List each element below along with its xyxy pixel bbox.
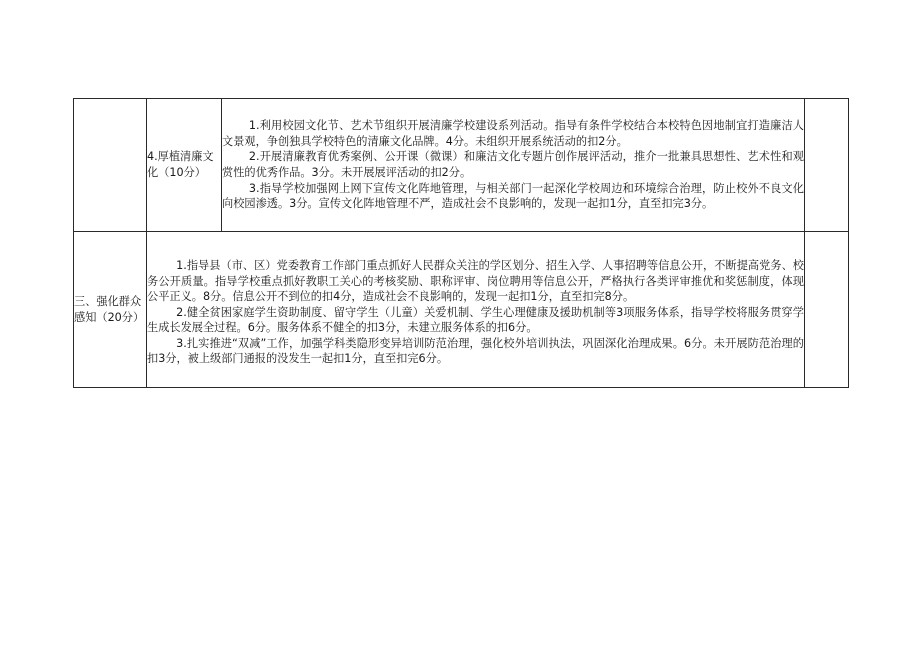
- evaluation-criteria-table: [73, 98, 849, 388]
- criteria-item: 2.开展清廉教育优秀案例、公开课（微课）和廉洁文化专题片创作展评活动，推介一批兼具思想性、艺术性和观赏性的优秀作品。3分。未开展展评活动的扣2分。: [222, 150, 804, 179]
- criteria-item: 1.利用校园文化节、艺术节组织开展清廉学校建设系列活动。指导有条件学校结合本校特色因地制宜打造廉洁人文景观，争创独具学校特色的清廉文化品牌。4分。未组织开展系统活动的扣2分。: [222, 119, 804, 148]
- criteria-content-cell: [222, 99, 805, 232]
- table-row: [74, 99, 849, 232]
- category-label: 三、强化群众感知（20分）: [74, 294, 145, 324]
- score-cell: [805, 99, 849, 232]
- criteria-content-cell: [147, 232, 805, 388]
- subcategory-label: 4.厚植清廉文化（10分）: [147, 150, 214, 179]
- subcategory-cell: [147, 99, 222, 232]
- category-cell: [74, 99, 147, 232]
- criteria-item: 3.扎实推进“双减”工作，加强学科类隐形变异培训防范治理，强化校外培训执法，巩固深化治理成果。6分。未开展防范治理的扣3分，被上级部门通报的没发生一起扣1分，直至扣完6分。: [147, 336, 804, 366]
- category-cell: [74, 232, 147, 388]
- criteria-item: 2.健全贫困家庭学生资助制度、留守学生（儿童）关爱机制、学生心理健康及援助机制等3项服务体系，指导学校将服务贯穿学生成长发展全过程。6分。服务体系不健全的扣3分，未建立服务体系的扣6分。: [147, 305, 804, 335]
- score-cell: [805, 232, 849, 388]
- table-row: [74, 232, 849, 388]
- criteria-item: 1.指导县（市、区）党委教育工作部门重点抓好人民群众关注的学区划分、招生入学、人事招聘等信息公开，不断提高党务、校务公开质量。指导学校重点抓好教职工关心的考核奖励、职称评审、岗位聘用等信息公开，严格执行各类评审推优和奖惩制度，体现公平正义。8分。信息公开不到位的扣4分，造成社会不良影响的，发现一起扣1分，直至扣完8分。: [147, 258, 804, 304]
- criteria-item: 3.指导学校加强网上网下宣传文化阵地管理，与相关部门一起深化学校周边和环境综合治理，防止校外不良文化向校园渗透。3分。宣传文化阵地管理不严，造成社会不良影响的，发现一起扣1分，直至扣完3分。: [222, 181, 804, 211]
